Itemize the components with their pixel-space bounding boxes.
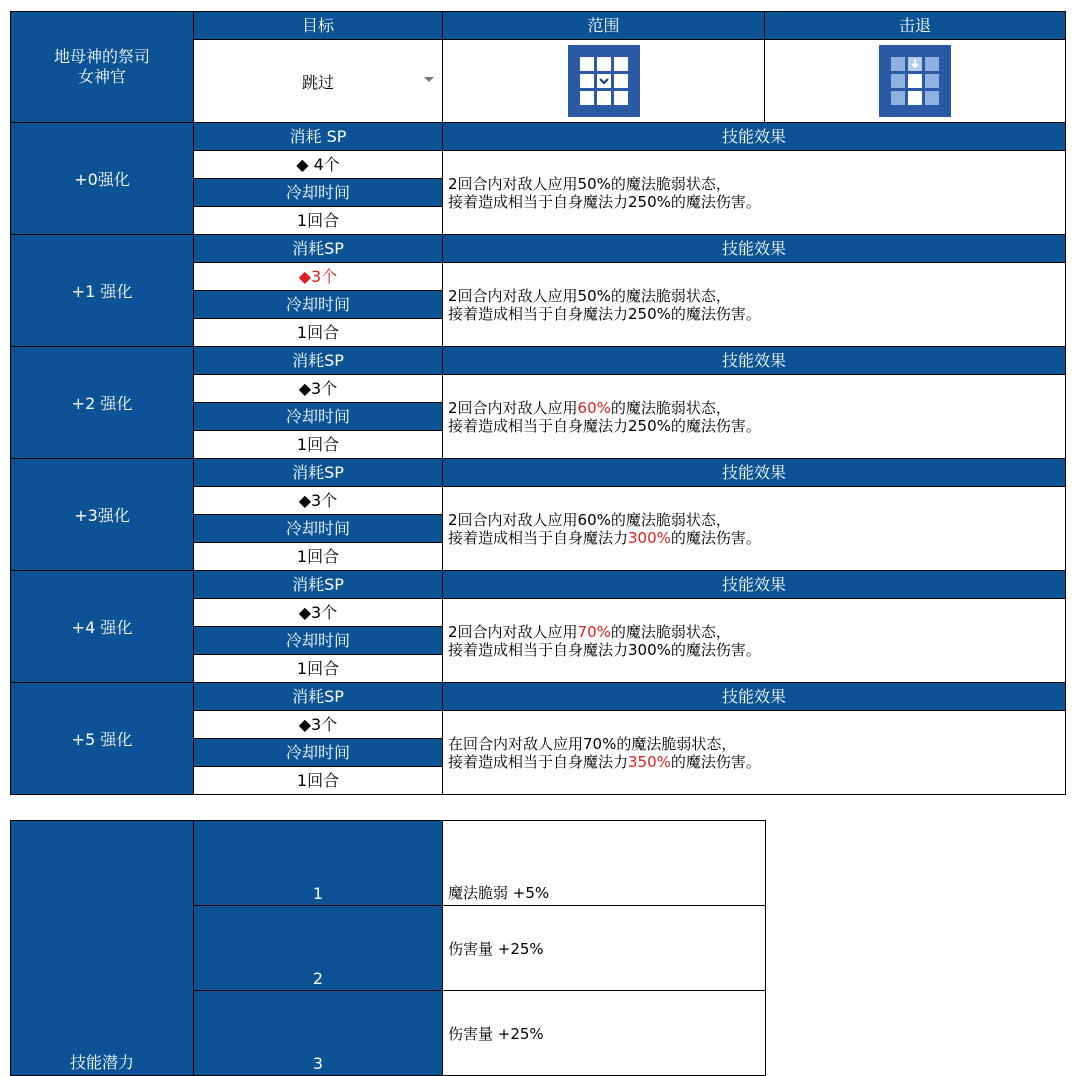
- potential-number: 1: [194, 821, 443, 906]
- cooldown-header: 冷却时间: [194, 403, 443, 431]
- cost-value: ◆3个: [194, 487, 443, 515]
- knockback-cell: [765, 40, 1066, 123]
- cost-value: ◆3个: [194, 711, 443, 739]
- level-label: +4 强化: [11, 571, 194, 683]
- cooldown-value: 1回合: [194, 655, 443, 683]
- cost-value: ◆3个: [194, 599, 443, 627]
- level-label: +0强化: [11, 123, 194, 235]
- cost-header: 消耗 SP: [194, 123, 443, 151]
- potential-number: 2: [194, 906, 443, 991]
- level-label: +2 强化: [11, 347, 194, 459]
- cost-value: ◆3个: [194, 263, 443, 291]
- cost-header: 消耗SP: [194, 459, 443, 487]
- cooldown-value: 1回合: [194, 431, 443, 459]
- effect-header: 技能效果: [443, 123, 1066, 151]
- effect-header: 技能效果: [443, 571, 1066, 599]
- cooldown-value: 1回合: [194, 767, 443, 795]
- cooldown-header: 冷却时间: [194, 179, 443, 207]
- effect-text: 2回合内对敌人应用50%的魔法脆弱状态， 接着造成相当于自身魔法力250%的魔法伤害。: [443, 263, 1066, 347]
- cost-header: 消耗SP: [194, 347, 443, 375]
- knockback-header: 击退: [765, 12, 1066, 40]
- effect-header: 技能效果: [443, 235, 1066, 263]
- range-cell: [443, 40, 765, 123]
- cost-header: 消耗SP: [194, 235, 443, 263]
- skill-class: 女神官: [77, 67, 126, 86]
- potential-effect: 魔法脆弱 +5%: [443, 821, 766, 906]
- skill-name-cell: [11, 12, 194, 123]
- potential-effect: 伤害量 +25%: [443, 991, 766, 1076]
- range-grid-icon: [568, 45, 640, 117]
- effect-text: 2回合内对敌人应用60%的魔法脆弱状态， 接着造成相当于自身魔法力300%的魔法伤害。: [443, 487, 1066, 571]
- cooldown-value: 1回合: [194, 207, 443, 235]
- cost-value: ◆ 4个: [194, 151, 443, 179]
- cost-header: 消耗SP: [194, 683, 443, 711]
- effect-text: 2回合内对敌人应用60%的魔法脆弱状态， 接着造成相当于自身魔法力250%的魔法伤害。: [443, 375, 1066, 459]
- level-label: +5 强化: [11, 683, 194, 795]
- level-label: +1 强化: [11, 235, 194, 347]
- level-label: +3强化: [11, 459, 194, 571]
- potential-effect: 伤害量 +25%: [443, 906, 766, 991]
- cooldown-value: 1回合: [194, 319, 443, 347]
- effect-header: 技能效果: [443, 347, 1066, 375]
- range-header: 范围: [443, 12, 765, 40]
- cost-value: ◆3个: [194, 375, 443, 403]
- cooldown-header: 冷却时间: [194, 515, 443, 543]
- effect-text: 2回合内对敌人应用50%的魔法脆弱状态， 接着造成相当于自身魔法力250%的魔法伤害。: [443, 151, 1066, 235]
- effect-text: 2回合内对敌人应用70%的魔法脆弱状态， 接着造成相当于自身魔法力300%的魔法伤害。: [443, 599, 1066, 683]
- target-header: 目标: [194, 12, 443, 40]
- cooldown-header: 冷却时间: [194, 739, 443, 767]
- potential-label: 技能潜力: [11, 821, 194, 1076]
- skill-name: 地母神的祭司: [53, 47, 150, 66]
- potential-table: [10, 820, 766, 1076]
- cost-header: 消耗SP: [194, 571, 443, 599]
- skill-table: [10, 11, 1066, 795]
- knockback-grid-icon: [879, 45, 951, 117]
- cooldown-value: 1回合: [194, 543, 443, 571]
- effect-header: 技能效果: [443, 683, 1066, 711]
- target-value: 跳过: [301, 73, 334, 92]
- effect-header: 技能效果: [443, 459, 1066, 487]
- target-dropdown[interactable]: [194, 40, 443, 123]
- potential-number: 3: [194, 991, 443, 1076]
- cooldown-header: 冷却时间: [194, 627, 443, 655]
- effect-text: 在回合内对敌人应用70%的魔法脆弱状态， 接着造成相当于自身魔法力350%的魔法伤害。: [443, 711, 1066, 795]
- chevron-down-icon[interactable]: [424, 77, 434, 82]
- cooldown-header: 冷却时间: [194, 291, 443, 319]
